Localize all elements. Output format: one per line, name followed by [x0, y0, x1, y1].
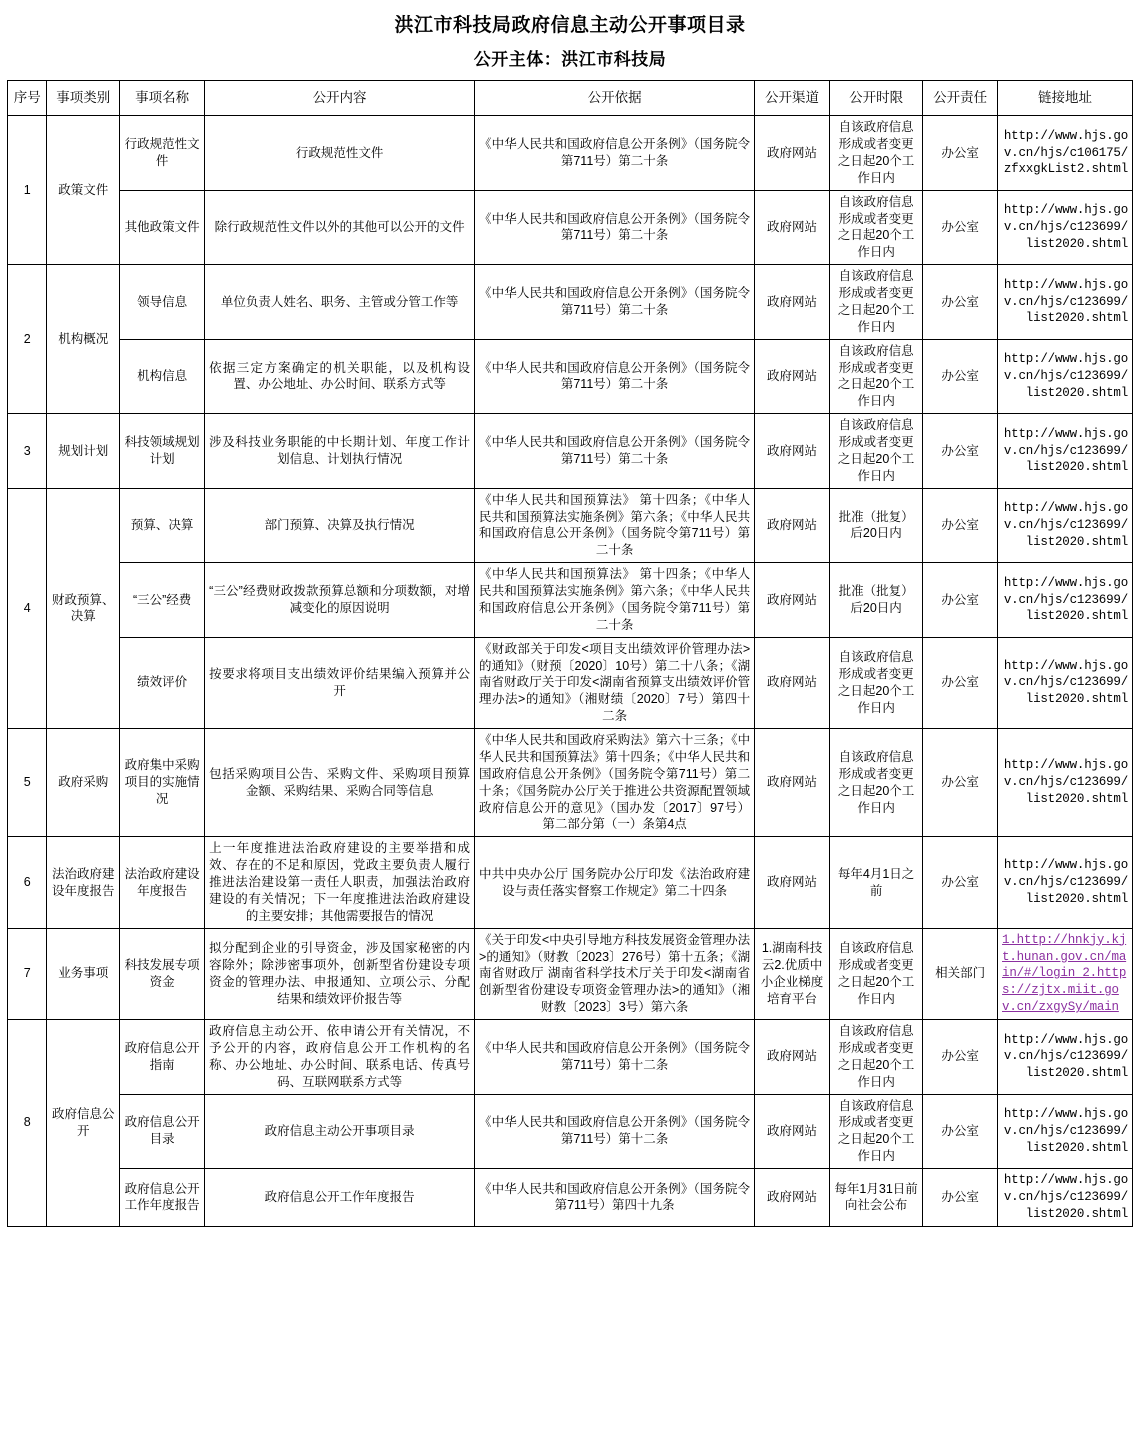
cell-responsible: 办公室 [923, 837, 998, 928]
cell-channel: 政府网站 [755, 1169, 830, 1227]
cell-basis: 《中华人民共和国政府信息公开条例》（国务院令第711号）第二十条 [474, 265, 754, 340]
cell-content: 除行政规范性文件以外的其他可以公开的文件 [205, 190, 475, 265]
cell-basis: 《中华人民共和国预算法》 第十四条；《中华人民共和国预算法实施条例》第六条；《中华人民共和国政府信息公开条例》（国务院令第711号）第二十条 [474, 488, 754, 563]
cell-name: 预算、决算 [120, 488, 205, 563]
column-header-basis: 公开依据 [474, 81, 754, 116]
cell-channel: 政府网站 [755, 265, 830, 340]
cell-content: “三公”经费财政拨款预算总额和分项数额，对增减变化的原因说明 [205, 563, 475, 638]
cell-link: http://www.hjs.gov.cn/hjs/c106175/zfxxgkList2.shtml [998, 116, 1133, 191]
cell-category: 业务事项 [47, 928, 120, 1019]
cell-limit: 自该政府信息形成或者变更之日起20个工作日内 [829, 1094, 922, 1169]
cell-responsible: 相关部门 [923, 928, 998, 1019]
cell-basis: 《中华人民共和国政府信息公开条例》（国务院令第711号）第二十条 [474, 339, 754, 414]
cell-responsible: 办公室 [923, 729, 998, 837]
cell-limit: 自该政府信息形成或者变更之日起20个工作日内 [829, 339, 922, 414]
cell-name: “三公”经费 [120, 563, 205, 638]
cell-responsible: 办公室 [923, 1094, 998, 1169]
cell-channel: 政府网站 [755, 729, 830, 837]
cell-limit: 自该政府信息形成或者变更之日起20个工作日内 [829, 637, 922, 728]
cell-responsible: 办公室 [923, 339, 998, 414]
cell-basis: 中共中央办公厅 国务院办公厅印发《法治政府建设与责任落实督察工作规定》第二十四条 [474, 837, 754, 928]
cell-link: http://www.hjs.gov.cn/hjs/c123699/list2020.shtml [998, 563, 1133, 638]
cell-link: http://www.hjs.gov.cn/hjs/c123699/list2020.shtml [998, 414, 1133, 489]
cell-seq: 6 [8, 837, 47, 928]
column-header-category: 事项类别 [47, 81, 120, 116]
cell-link-hyperlink[interactable]: 1.http://hnkjy.kjt.hunan.gov.cn/main/#/login 2.https://zjtx.miit.gov.cn/zxgySy/main [998, 928, 1133, 1019]
cell-link: http://www.hjs.gov.cn/hjs/c123699/list2020.shtml [998, 637, 1133, 728]
table-row [8, 414, 1133, 489]
cell-name: 机构信息 [120, 339, 205, 414]
cell-category: 规划计划 [47, 414, 120, 489]
cell-basis: 《中华人民共和国政府信息公开条例》（国务院令第711号）第二十条 [474, 116, 754, 191]
cell-channel: 政府网站 [755, 563, 830, 638]
cell-limit: 批准（批复）后20日内 [829, 563, 922, 638]
cell-link: http://www.hjs.gov.cn/hjs/c123699/list2020.shtml [998, 488, 1133, 563]
cell-seq: 1 [8, 116, 47, 265]
cell-link: http://www.hjs.gov.cn/hjs/c123699/list2020.shtml [998, 265, 1133, 340]
cell-limit: 每年1月31日前向社会公布 [829, 1169, 922, 1227]
cell-limit: 自该政府信息形成或者变更之日起20个工作日内 [829, 1020, 922, 1095]
cell-channel: 政府网站 [755, 488, 830, 563]
column-header-seq: 序号 [8, 81, 47, 116]
cell-content: 依据三定方案确定的机关职能，以及机构设置、办公地址、办公时间、联系方式等 [205, 339, 475, 414]
table-row [8, 563, 1133, 638]
cell-basis: 《关于印发<中央引导地方科技发展资金管理办法>的通知》（财教〔2023〕276号）第十五条；《湖南省财政厅 湖南省科学技术厅关于印发<湖南省创新型省份建设专项资金管理办法>的通知》（湘财教〔2023〕3号）第六条 [474, 928, 754, 1019]
cell-responsible: 办公室 [923, 637, 998, 728]
cell-seq: 5 [8, 729, 47, 837]
cell-limit: 自该政府信息形成或者变更之日起20个工作日内 [829, 729, 922, 837]
cell-content: 上一年度推进法治政府建设的主要举措和成效、存在的不足和原因，党政主要负责人履行推进法治建设第一责任人职责，加强法治政府建设的有关情况；下一年度推进法治政府建设的主要安排；其他需要报告的情况 [205, 837, 475, 928]
cell-responsible: 办公室 [923, 116, 998, 191]
cell-limit: 自该政府信息形成或者变更之日起20个工作日内 [829, 265, 922, 340]
cell-limit: 自该政府信息形成或者变更之日起20个工作日内 [829, 414, 922, 489]
table-row [8, 928, 1133, 1019]
cell-responsible: 办公室 [923, 1020, 998, 1095]
column-header-name: 事项名称 [120, 81, 205, 116]
cell-seq: 4 [8, 488, 47, 728]
cell-content: 涉及科技业务职能的中长期计划、年度工作计划信息、计划执行情况 [205, 414, 475, 489]
cell-content: 按要求将项目支出绩效评价结果编入预算并公开 [205, 637, 475, 728]
cell-content: 包括采购项目公告、采购文件、采购项目预算金额、采购结果、采购合同等信息 [205, 729, 475, 837]
cell-link: http://www.hjs.gov.cn/hjs/c123699/list2020.shtml [998, 729, 1133, 837]
cell-content: 拟分配到企业的引导资金，涉及国家秘密的内容除外；除涉密事项外，创新型省份建设专项资金的管理办法、申报通知、立项公示、分配结果和绩效评价报告等 [205, 928, 475, 1019]
cell-basis: 《中华人民共和国政府信息公开条例》（国务院令第711号）第二十条 [474, 190, 754, 265]
cell-channel: 政府网站 [755, 414, 830, 489]
cell-content: 政府信息主动公开、依申请公开有关情况，不予公开的内容，政府信息公开工作机构的名称、办公地址、办公时间、联系电话、传真号码、互联网联系方式等 [205, 1020, 475, 1095]
table-row [8, 1169, 1133, 1227]
cell-basis: 《中华人民共和国政府信息公开条例》（国务院令第711号）第十二条 [474, 1094, 754, 1169]
cell-category: 政府信息公开 [47, 1020, 120, 1227]
cell-responsible: 办公室 [923, 414, 998, 489]
cell-name: 行政规范性文件 [120, 116, 205, 191]
table-row [8, 116, 1133, 191]
cell-name: 绩效评价 [120, 637, 205, 728]
table-row [8, 488, 1133, 563]
cell-content: 单位负责人姓名、职务、主管或分管工作等 [205, 265, 475, 340]
cell-name: 政府集中采购项目的实施情况 [120, 729, 205, 837]
cell-basis: 《中华人民共和国政府信息公开条例》（国务院令第711号）第四十九条 [474, 1169, 754, 1227]
cell-content: 行政规范性文件 [205, 116, 475, 191]
cell-seq: 7 [8, 928, 47, 1019]
cell-category: 法治政府建设年度报告 [47, 837, 120, 928]
cell-name: 政府信息公开目录 [120, 1094, 205, 1169]
cell-category: 财政预算、决算 [47, 488, 120, 728]
cell-basis: 《中华人民共和国政府信息公开条例》（国务院令第711号）第二十条 [474, 414, 754, 489]
cell-basis: 《中华人民共和国预算法》 第十四条；《中华人民共和国预算法实施条例》第六条；《中华人民共和国政府信息公开条例》（国务院令第711号）第二十条 [474, 563, 754, 638]
cell-basis: 《中华人民共和国政府采购法》第六十三条；《中华人民共和国预算法》第十四条；《中华人民共和国政府信息公开条例》（国务院令第711号）第二十条；《国务院办公厅关于推进公共资源配置领域政府信息公开的意见》（国办发〔2017〕97号）第二部分第（一）条第4点 [474, 729, 754, 837]
column-header-link: 链接地址 [998, 81, 1133, 116]
table-row [8, 637, 1133, 728]
column-header-channel: 公开渠道 [755, 81, 830, 116]
cell-limit: 每年4月1日之前 [829, 837, 922, 928]
cell-link: http://www.hjs.gov.cn/hjs/c123699/list2020.shtml [998, 1020, 1133, 1095]
cell-channel: 政府网站 [755, 837, 830, 928]
cell-name: 政府信息公开工作年度报告 [120, 1169, 205, 1227]
cell-link: http://www.hjs.gov.cn/hjs/c123699/list2020.shtml [998, 1094, 1133, 1169]
cell-seq: 8 [8, 1020, 47, 1227]
page-title: 洪江市科技局政府信息主动公开事项目录 [394, 15, 746, 36]
cell-seq: 2 [8, 265, 47, 414]
cell-limit: 自该政府信息形成或者变更之日起20个工作日内 [829, 928, 922, 1019]
cell-limit: 批准（批复）后20日内 [829, 488, 922, 563]
cell-name: 政府信息公开指南 [120, 1020, 205, 1095]
cell-responsible: 办公室 [923, 563, 998, 638]
cell-responsible: 办公室 [923, 190, 998, 265]
cell-responsible: 办公室 [923, 488, 998, 563]
cell-channel: 政府网站 [755, 1094, 830, 1169]
table-row [8, 1094, 1133, 1169]
cell-content: 政府信息主动公开事项目录 [205, 1094, 475, 1169]
column-header-limit: 公开时限 [829, 81, 922, 116]
cell-category: 政策文件 [47, 116, 120, 265]
cell-limit: 自该政府信息形成或者变更之日起20个工作日内 [829, 190, 922, 265]
table-row [8, 265, 1133, 340]
cell-channel: 政府网站 [755, 1020, 830, 1095]
table-row [8, 339, 1133, 414]
cell-link: http://www.hjs.gov.cn/hjs/c123699/list2020.shtml [998, 190, 1133, 265]
cell-category: 机构概况 [47, 265, 120, 414]
table-row [8, 190, 1133, 265]
table-header-row [8, 81, 1133, 116]
cell-link: http://www.hjs.gov.cn/hjs/c123699/list2020.shtml [998, 837, 1133, 928]
cell-category: 政府采购 [47, 729, 120, 837]
cell-name: 其他政策文件 [120, 190, 205, 265]
table-row [8, 729, 1133, 837]
table-row [8, 837, 1133, 928]
cell-content: 政府信息公开工作年度报告 [205, 1169, 475, 1227]
cell-channel: 政府网站 [755, 637, 830, 728]
cell-channel: 政府网站 [755, 190, 830, 265]
cell-limit: 自该政府信息形成或者变更之日起20个工作日内 [829, 116, 922, 191]
cell-content: 部门预算、决算及执行情况 [205, 488, 475, 563]
cell-basis: 《财政部关于印发<项目支出绩效评价管理办法>的通知》（财预〔2020〕10号）第二十八条；《湖南省财政厅关于印发<湖南省预算支出绩效评价管理办法>的通知》（湘财绩〔2020〕7号）第四十二条 [474, 637, 754, 728]
cell-name: 科技发展专项资金 [120, 928, 205, 1019]
cell-responsible: 办公室 [923, 1169, 998, 1227]
disclosure-catalog-table [7, 80, 1133, 1227]
cell-name: 领导信息 [120, 265, 205, 340]
column-header-responsible: 公开责任 [923, 81, 998, 116]
column-header-content: 公开内容 [205, 81, 475, 116]
cell-seq: 3 [8, 414, 47, 489]
cell-name: 科技领域规划计划 [120, 414, 205, 489]
page-subtitle: 公开主体：洪江市科技局 [473, 50, 667, 69]
cell-channel: 政府网站 [755, 116, 830, 191]
cell-name: 法治政府建设年度报告 [120, 837, 205, 928]
table-body [8, 116, 1133, 1227]
cell-channel: 1.湖南科技云2.优质中小企业梯度培育平台 [755, 928, 830, 1019]
cell-link: http://www.hjs.gov.cn/hjs/c123699/list2020.shtml [998, 1169, 1133, 1227]
cell-link: http://www.hjs.gov.cn/hjs/c123699/list2020.shtml [998, 339, 1133, 414]
table-row [8, 1020, 1133, 1095]
cell-responsible: 办公室 [923, 265, 998, 340]
cell-channel: 政府网站 [755, 339, 830, 414]
cell-basis: 《中华人民共和国政府信息公开条例》（国务院令第711号）第十二条 [474, 1020, 754, 1095]
